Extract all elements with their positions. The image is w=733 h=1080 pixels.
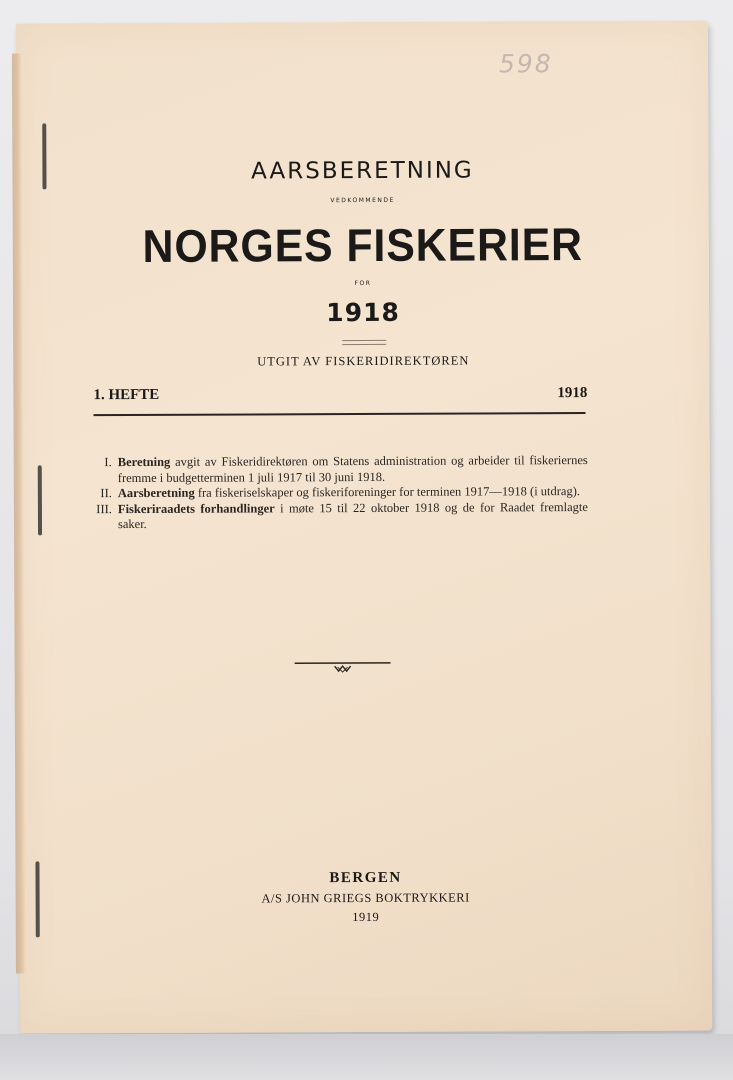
handwritten-catalog-number: 598 [498, 49, 553, 79]
title-year: 1918 [326, 297, 400, 328]
publisher-line: UTGIT AV FISKERIDIREKTØREN [257, 353, 470, 369]
item-numeral: III. [96, 501, 112, 516]
item-text: avgit av Fiskeridirektøren om Statens administration og arbeider til fiskeriernes fremme i budgetterminen 1 juli 1917 til 30 juni 1918. [117, 453, 588, 485]
item-lead: Fiskeriraadets forhandlinger [117, 500, 275, 516]
item-lead: Aarsberetning [117, 485, 195, 501]
ornamental-double-rule [342, 340, 386, 345]
imprint-printer: A/S JOHN GRIEGS BOKTRYKKERI [261, 890, 470, 906]
title-connector: VEDKOMMENDE [330, 196, 395, 205]
title-main: NORGES FISKERIER [142, 218, 584, 272]
volume-label: 1. HEFTE [93, 386, 160, 404]
item-lead: Beretning [117, 454, 171, 470]
imprint-year: 1919 [352, 909, 380, 925]
contents-item [94, 453, 588, 486]
imprint-city: BERGEN [329, 869, 402, 887]
title-top: AARSBERETNING [251, 157, 474, 185]
surface-edge [0, 1034, 733, 1080]
document-cover [16, 20, 712, 1033]
divider-rule [94, 412, 586, 416]
item-text: fra fiskeriselskaper og fiskeriforeninger for terminen 1917—1918 (i utdrag). [194, 484, 581, 500]
ornament-divider [295, 658, 391, 674]
staple-middle [38, 465, 42, 535]
item-text: i møte 15 til 22 oktober 1918 og de for Raadet fremlagte saker. [117, 499, 588, 532]
contents-list [94, 453, 588, 533]
volume-year: 1918 [557, 385, 588, 402]
title-for: FOR [354, 279, 372, 288]
item-numeral: II. [100, 486, 112, 501]
item-numeral: I. [104, 455, 112, 470]
contents-item [94, 500, 588, 533]
